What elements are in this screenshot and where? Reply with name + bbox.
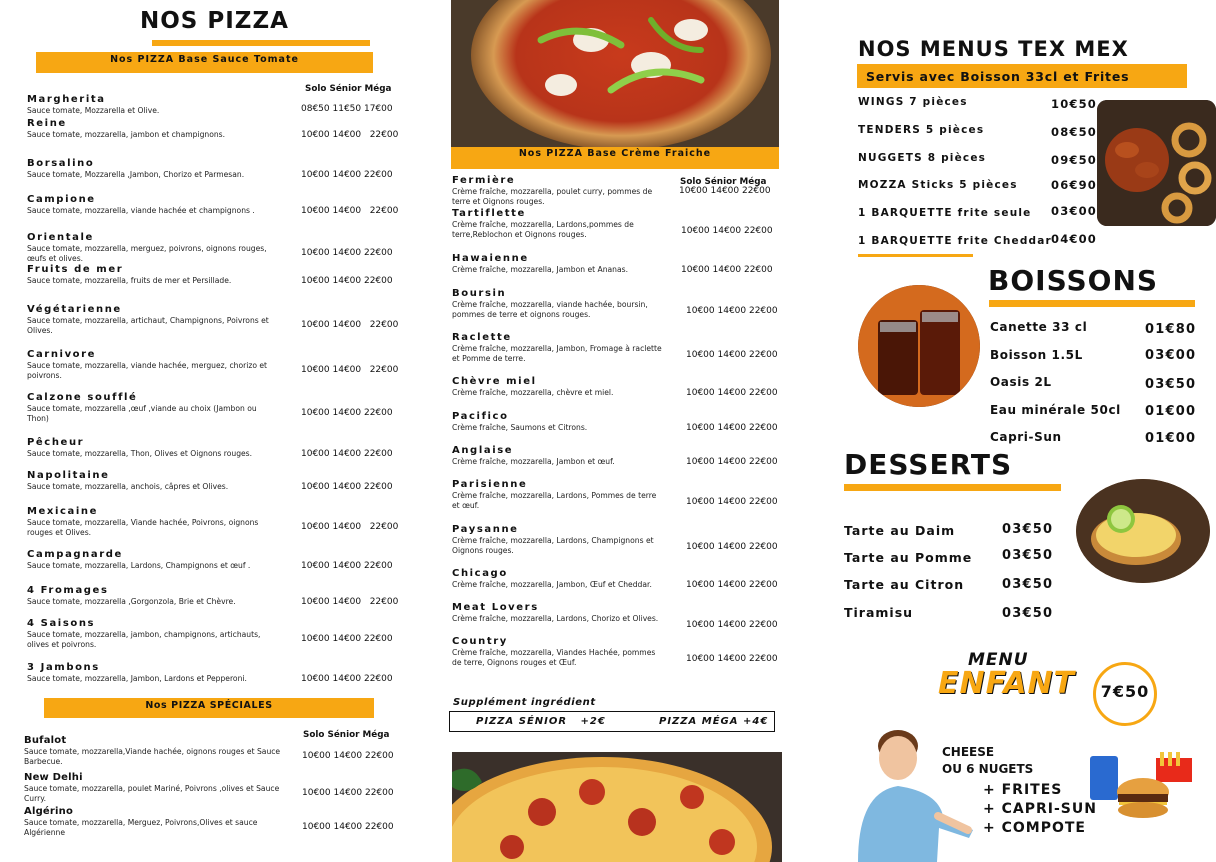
- texmex-photo: [1097, 100, 1216, 226]
- pizza-price: 10€00 14€00 22€00: [301, 320, 399, 330]
- pizza-name: Parisienne: [452, 479, 528, 490]
- boissons-title: BOISSONS: [988, 264, 1159, 297]
- texmex-underline: [858, 254, 973, 257]
- boisson-price: 01€00: [1145, 404, 1197, 419]
- pizza-name: Country: [452, 636, 508, 647]
- pizza-name: Végétarienne: [27, 304, 122, 315]
- pizza-name: Reine: [27, 118, 67, 129]
- pizza-price: 10€00 14€00 22€00: [301, 170, 393, 180]
- pizza-desc: Sauce tomate, mozzarella, Viande hachée, Poivrons, oignons rouges et Olives.: [27, 518, 259, 537]
- pizza-name: Fermière: [452, 175, 516, 186]
- enfant-extra-compote: + COMPOTE: [983, 820, 1086, 836]
- texmex-item-price: 04€00: [1051, 232, 1098, 246]
- boisson-label: Boisson 1.5L: [990, 348, 1083, 362]
- dessert-label: Tarte au Daim: [844, 523, 956, 538]
- pizza-price: 10€00 14€00 22€00: [301, 408, 393, 418]
- pizza-name: Carnivore: [27, 349, 97, 360]
- texmex-item-price: 03€00: [1051, 204, 1098, 218]
- dessert-label: Tarte au Pomme: [844, 550, 973, 565]
- pizza-name: Raclette: [452, 332, 512, 343]
- pizza-desc: Crème fraîche, mozzarella, chèvre et miel.: [452, 388, 614, 397]
- texmex-item-label: TENDERS 5 pièces: [858, 124, 985, 136]
- pizza-price: 10€00 14€00 22€00: [681, 226, 773, 236]
- desserts-underline: [844, 484, 1061, 491]
- boisson-price: 03€50: [1145, 377, 1197, 392]
- pizza-name: Hawaienne: [452, 253, 529, 264]
- pizza-name: Tartiflette: [452, 208, 526, 219]
- enfant-line1: CHEESE: [942, 745, 995, 759]
- pizza-desc: Crème fraîche, mozzarella, Lardons, Champignons et Oignons rouges.: [452, 536, 654, 555]
- pizza-desc: Sauce tomate, mozzarella, jambon et champignons.: [27, 130, 226, 139]
- dessert-photo: [1076, 479, 1210, 583]
- pizza-name: Meat Lovers: [452, 602, 539, 613]
- pizza-name: 3 Jambons: [27, 662, 100, 673]
- boisson-price: 01€00: [1145, 431, 1197, 446]
- pizza-desc: Sauce tomate, mozzarella, anchois, câpres et Olives.: [27, 482, 229, 491]
- pizza-price: 10€00 14€00 22€00: [301, 634, 393, 644]
- pizza-name: 4 Saisons: [27, 618, 96, 629]
- speciale-name: New Delhi: [24, 772, 83, 783]
- enfant-extra-frites: + FRITES: [983, 782, 1063, 798]
- pizza-price: 10€00 14€00 22€00: [301, 522, 399, 532]
- pizza-price: 10€00 14€00 22€00: [686, 654, 778, 664]
- pizza-desc: Crème fraîche, mozzarella, Lardons, Pommes de terre et œuf.: [452, 491, 657, 510]
- pizza-desc: Sauce tomate, mozzarella ,œuf ,viande au choix (Jambon ou Thon): [27, 404, 257, 423]
- pizza-name: Pacifico: [452, 411, 509, 422]
- texmex-item-label: MOZZA Sticks 5 pièces: [858, 179, 1018, 191]
- dessert-price: 03€50: [1002, 577, 1054, 592]
- pizza-photo-top: [451, 0, 779, 147]
- price-header-tomate: Solo Sénior Méga: [305, 84, 392, 94]
- pizza-desc: Crème fraîche, mozzarella, Lardons, Chorizo et Olives.: [452, 614, 659, 623]
- speciale-price: 10€00 14€00 22€00: [302, 788, 394, 798]
- pizza-desc: Crème fraîche, mozzarella, Jambon et œuf.: [452, 457, 615, 466]
- enfant-extra-caprisun: + CAPRI-SUN: [983, 801, 1097, 817]
- pizza-name: Chèvre miel: [452, 376, 537, 387]
- child-photo: [848, 718, 976, 862]
- texmex-item-price: 10€50: [1051, 97, 1098, 111]
- pizza-desc: Crème fraîche, Saumons et Citrons.: [452, 423, 588, 432]
- pizza-price: 10€00 14€00 22€00: [686, 423, 778, 433]
- pizza-price: 08€50 11€50 17€00: [301, 104, 393, 114]
- pizza-name: Campagnarde: [27, 549, 123, 560]
- pizza-price: 10€00 14€00 22€00: [686, 306, 778, 316]
- pizza-desc: Sauce tomate, mozzarella, jambon, champignons, artichauts, olives et poivrons.: [27, 630, 261, 649]
- pizza-name: Borsalino: [27, 158, 95, 169]
- pizza-price: 10€00 14€00 22€00: [686, 497, 778, 507]
- pizza-name: 4 Fromages: [27, 585, 109, 596]
- supplement-mega: PIZZA MÉGA +4€: [659, 716, 769, 727]
- pizza-price: 10€00 14€00 22€00: [301, 482, 393, 492]
- pizza-price: 10€00 14€00 22€00: [686, 388, 778, 398]
- pizza-desc: Crème fraîche, mozzarella, Jambon et Ananas.: [452, 265, 628, 274]
- pizza-name: Paysanne: [452, 524, 519, 535]
- price-header-speciales: Solo Sénior Méga: [303, 730, 390, 740]
- pizza-name: Mexicaine: [27, 506, 99, 517]
- pizza-name: Boursin: [452, 288, 507, 299]
- pizza-desc: Sauce tomate, mozzarella, Jambon, Lardons et Pepperoni.: [27, 674, 247, 683]
- boisson-label: Capri-Sun: [990, 430, 1062, 444]
- speciale-name: Algérino: [24, 806, 74, 817]
- pizza-desc: Crème fraîche, mozzarella, poulet curry, pommes de terre et Oignons rouges.: [452, 187, 653, 206]
- boisson-label: Oasis 2L: [990, 375, 1052, 389]
- pizza-price: 10€00 14€00 22€00: [681, 265, 773, 275]
- pizza-name: Pêcheur: [27, 437, 85, 448]
- pizza-title: NOS PIZZA: [140, 8, 289, 34]
- pizza-price: 10€00 14€00 22€00: [301, 248, 393, 258]
- menu-word: MENU: [968, 650, 1029, 670]
- pizza-desc: Sauce tomate, mozzarella, viande hachée, merguez, chorizo et poivrons.: [27, 361, 268, 380]
- pizza-name: Chicago: [452, 568, 508, 579]
- pizza-price: 10€00 14€00 22€00: [686, 350, 778, 360]
- pizza-photo-bottom: [452, 752, 782, 862]
- pizza-price: 10€00 14€00 22€00: [686, 457, 778, 467]
- speciale-desc: Sauce tomate, mozzarella, Merguez, Poivrons,Olives et sauce Algérienne: [24, 818, 258, 837]
- pizza-price: 10€00 14€00 22€00: [301, 206, 399, 216]
- pizza-name: Anglaise: [452, 445, 514, 456]
- pizza-price: 10€00 14€00 22€00: [301, 365, 399, 375]
- speciale-desc: Sauce tomate, mozzarella, poulet Mariné, Poivrons ,olives et Sauce Curry.: [24, 784, 280, 803]
- band-texmex-label: Servis avec Boisson 33cl et Frites: [866, 69, 1130, 84]
- pizza-desc: Sauce tomate, mozzarella, merguez, poivrons, oignons rouges, œufs et olives.: [27, 244, 267, 263]
- title-underline: [152, 40, 370, 46]
- texmex-item-price: 09€50: [1051, 153, 1098, 167]
- pizza-price: 10€00 14€00 22€00: [301, 561, 393, 571]
- pizza-desc: Crème fraîche, mozzarella, Jambon, Œuf et Cheddar.: [452, 580, 652, 589]
- boisson-label: Canette 33 cl: [990, 320, 1088, 334]
- pizza-desc: Crème fraîche, mozzarella, Jambon, Fromage à raclette et Pomme de terre.: [452, 344, 662, 363]
- texmex-item-price: 06€90: [1051, 178, 1098, 192]
- enfant-word: ENFANT: [938, 666, 1076, 701]
- pizza-desc: Crème fraîche, mozzarella, Viandes Hachée, pommes de terre, Oignons rouges et Œuf.: [452, 648, 656, 667]
- band-creme-label: Nos PIZZA Base Crème Fraiche: [518, 148, 712, 159]
- dessert-label: Tiramisu: [844, 605, 914, 620]
- boisson-price: 01€80: [1145, 322, 1197, 337]
- pizza-desc: Sauce tomate, mozzarella ,Gorgonzola, Brie et Chèvre.: [27, 597, 236, 606]
- pizza-name: Margherita: [27, 94, 106, 105]
- texmex-item-label: 1 BARQUETTE frite seule: [858, 207, 1032, 219]
- dessert-price: 03€50: [1002, 548, 1054, 563]
- pizza-desc: Sauce tomate, mozzarella, Lardons, Champignons et œuf .: [27, 561, 251, 570]
- pizza-price: 10€00 14€00 22€00: [301, 276, 393, 286]
- boissons-photo: [858, 285, 980, 407]
- pizza-price: 10€00 14€00 22€00: [686, 542, 778, 552]
- pizza-desc: Sauce tomate, mozzarella, artichaut, Champignons, Poivrons et Olives.: [27, 316, 269, 335]
- boisson-label: Eau minérale 50cl: [990, 403, 1121, 417]
- pizza-desc: Sauce tomate, mozzarella, Thon, Olives et Oignons rouges.: [27, 449, 253, 458]
- kids-meal-photo: [1088, 752, 1198, 824]
- pizza-desc: Sauce tomate, Mozzarella et Olive.: [27, 106, 160, 115]
- dessert-label: Tarte au Citron: [844, 577, 965, 592]
- boissons-underline: [989, 300, 1195, 307]
- speciale-desc: Sauce tomate, mozzarella,Viande hachée, oignons rouges et Sauce Barbecue.: [24, 747, 281, 766]
- pizza-price: 10€00 14€00 22€00: [679, 186, 771, 196]
- pizza-desc: Sauce tomate, mozzarella, viande hachée et champignons .: [27, 206, 255, 215]
- pizza-name: Calzone soufflé: [27, 392, 138, 403]
- pizza-price: 10€00 14€00 22€00: [301, 674, 393, 684]
- enfant-price: 7€50: [1100, 682, 1150, 701]
- desserts-title: DESSERTS: [844, 448, 1013, 481]
- pizza-desc: Sauce tomate, mozzarella, fruits de mer et Persillade.: [27, 276, 232, 285]
- pizza-name: Napolitaine: [27, 470, 110, 481]
- supplement-title: Supplément ingrédient: [453, 697, 596, 708]
- pizza-name: Orientale: [27, 232, 94, 243]
- texmex-item-label: WINGS 7 pièces: [858, 96, 968, 108]
- band-speciales-label: Nos PIZZA SPÉCIALES: [145, 700, 273, 711]
- supplement-senior: PIZZA SÉNIOR +2€: [476, 716, 606, 727]
- pizza-name: Fruits de mer: [27, 264, 124, 275]
- pizza-price: 10€00 14€00 22€00: [686, 580, 778, 590]
- pizza-name: Campione: [27, 194, 96, 205]
- pizza-desc: Crème fraîche, mozzarella, Lardons,pommes de terre,Reblochon et Oignons rouges.: [452, 220, 634, 239]
- dessert-price: 03€50: [1002, 522, 1054, 537]
- enfant-line2: OU 6 NUGETS: [942, 762, 1034, 776]
- speciale-price: 10€00 14€00 22€00: [302, 751, 394, 761]
- pizza-price: 10€00 14€00 22€00: [686, 620, 778, 630]
- texmex-item-label: 1 BARQUETTE frite Cheddar: [858, 235, 1052, 247]
- pizza-price: 10€00 14€00 22€00: [301, 449, 393, 459]
- price-header-creme: Solo Sénior Méga: [680, 177, 767, 187]
- texmex-item-label: NUGGETS 8 pièces: [858, 152, 987, 164]
- texmex-title: NOS MENUS TEX MEX: [858, 37, 1129, 61]
- pizza-price: 10€00 14€00 22€00: [301, 597, 399, 607]
- texmex-item-price: 08€50: [1051, 125, 1098, 139]
- speciale-price: 10€00 14€00 22€00: [302, 822, 394, 832]
- speciale-name: Bufalot: [24, 735, 67, 746]
- band-tomate-label: Nos PIZZA Base Sauce Tomate: [110, 54, 299, 65]
- pizza-price: 10€00 14€00 22€00: [301, 130, 399, 140]
- pizza-desc: Sauce tomate, Mozzarella ,Jambon, Chorizo et Parmesan.: [27, 170, 245, 179]
- dessert-price: 03€50: [1002, 606, 1054, 621]
- pizza-desc: Crème fraîche, mozzarella, viande hachée, boursin, pommes de terre et oignons rouges.: [452, 300, 648, 319]
- boisson-price: 03€00: [1145, 348, 1197, 363]
